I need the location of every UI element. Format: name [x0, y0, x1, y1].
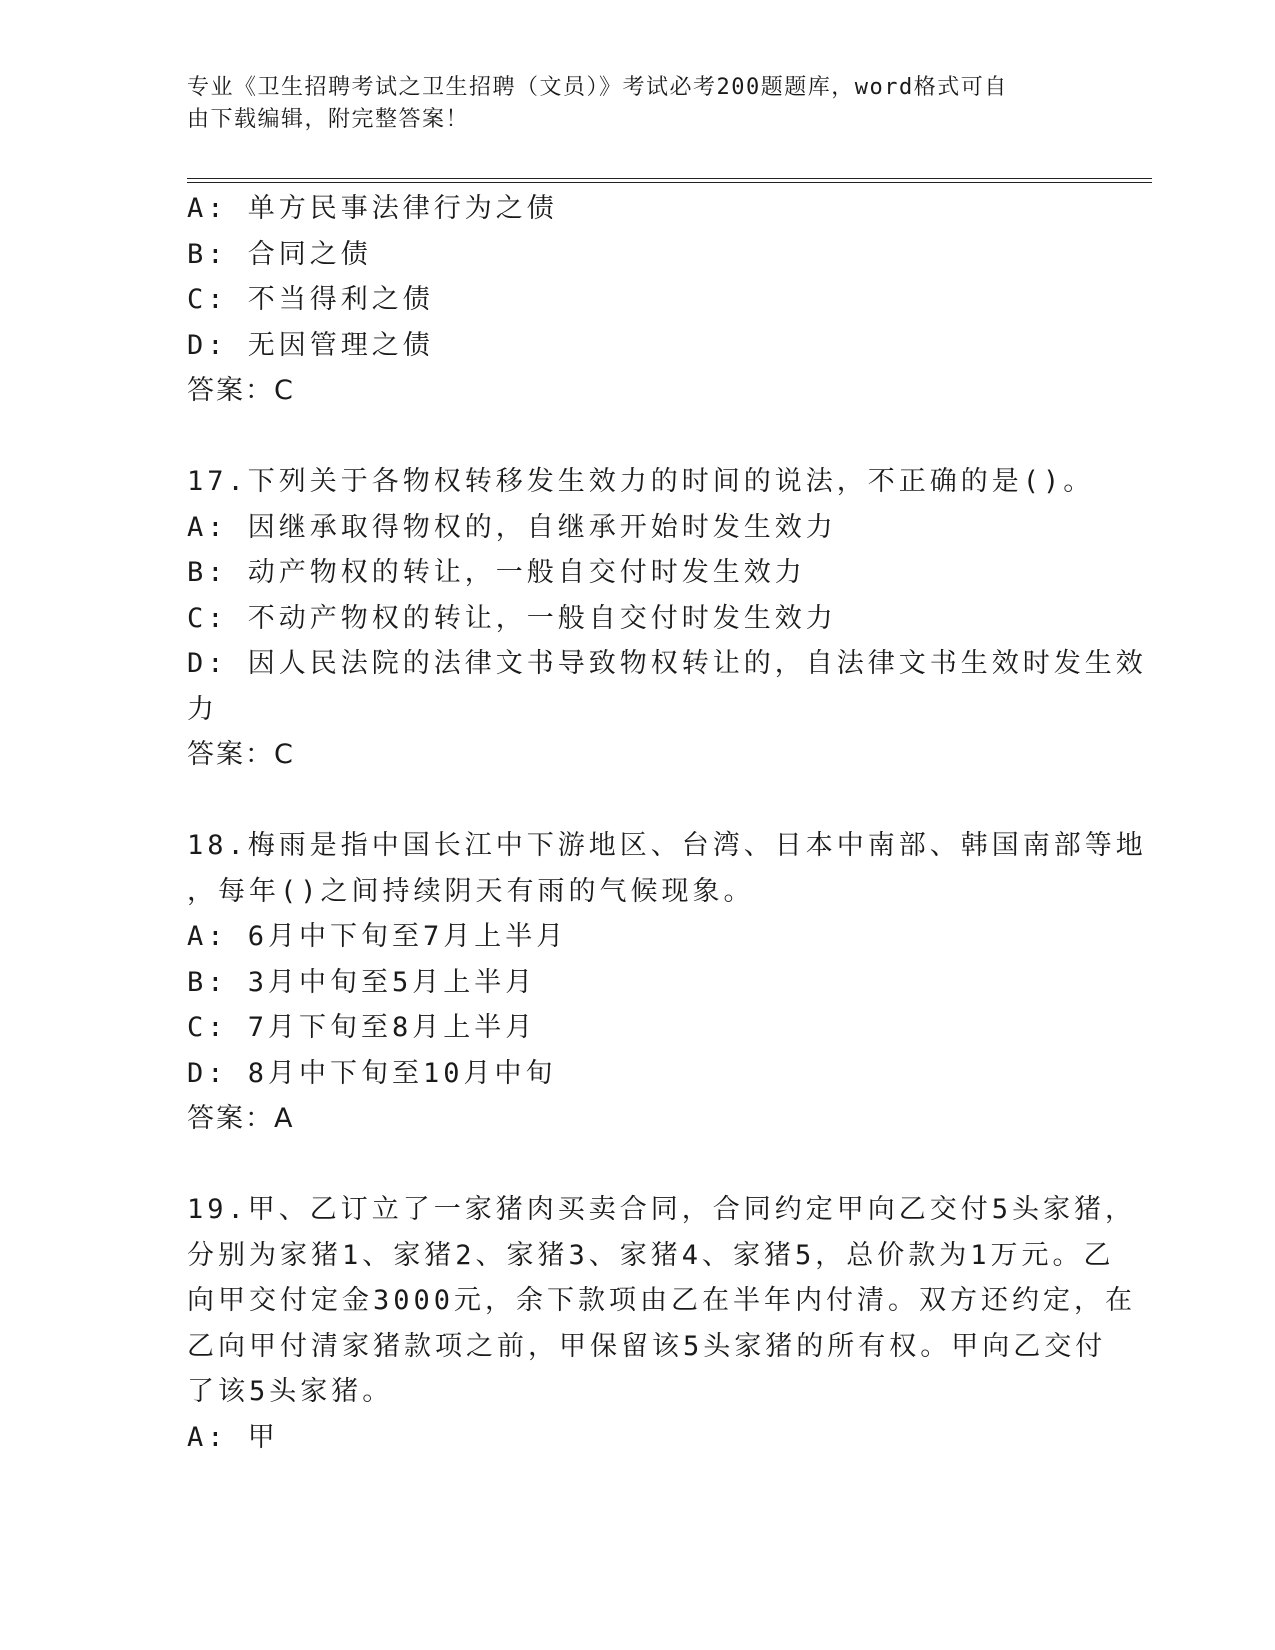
option-a: A: 甲: [187, 1421, 279, 1453]
header-line-1: 专业《卫生招聘考试之卫生招聘（文员）》考试必考200题题库，word格式可自: [187, 75, 1008, 100]
question-stem-continued: ，每年()之间持续阴天有雨的气候现象。: [187, 875, 755, 907]
question-18: [187, 823, 1147, 1142]
option-d: D: 无因管理之债: [187, 329, 434, 361]
option-b: B: 动产物权的转让，一般自交付时发生效力: [187, 557, 806, 588]
option-a: A: 单方民事法律行为之债: [187, 193, 558, 224]
option-c: C: 不当得利之债: [187, 284, 434, 315]
option-d-continued: 力: [187, 693, 218, 725]
question-17: [187, 459, 1147, 778]
spacer: [187, 414, 1087, 460]
option-c: C: 7月下旬至8月上半月: [187, 1012, 537, 1043]
header-divider: [187, 178, 1152, 183]
header-line-2: 由下载编辑，附完整答案！: [187, 107, 470, 132]
spacer: [187, 778, 1087, 824]
question-stem-continued: 分别为家猪1、家猪2、家猪3、家猪4、家猪5，总价款为1万元。乙: [187, 1239, 1115, 1271]
document-header: [187, 72, 1067, 136]
option-c: C: 不动产物权的转让，一般自交付时发生效力: [187, 602, 837, 634]
question-stem-continued: 了该5头家猪。: [187, 1376, 394, 1407]
question-list: [187, 186, 1147, 1460]
answer: 答案：C: [187, 375, 295, 406]
question-16: [187, 186, 1087, 414]
question-stem: 17.下列关于各物权转移发生效力的时间的说法，不正确的是()。: [187, 466, 1095, 497]
option-d: D: 因人民法院的法律文书导致物权转让的，自法律文书生效时发生效: [187, 648, 1147, 679]
answer: 答案：C: [187, 739, 295, 770]
question-stem: 18.梅雨是指中国长江中下游地区、台湾、日本中南部、韩国南部等地: [187, 830, 1147, 861]
question-stem-continued: 乙向甲付清家猪款项之前，甲保留该5头家猪的所有权。甲向乙交付: [187, 1330, 1107, 1362]
option-d: D: 8月中下旬至10月中旬: [187, 1057, 557, 1089]
option-a: A: 因继承取得物权的，自继承开始时发生效力: [187, 511, 837, 543]
question-stem: 19.甲、乙订立了一家猪肉买卖合同，合同约定甲向乙交付5头家猪，: [187, 1194, 1137, 1225]
option-a: A: 6月中下旬至7月上半月: [187, 921, 568, 952]
answer: 答案：A: [187, 1103, 295, 1134]
question-stem-continued: 向甲交付定金3000元，余下款项由乙在半年内付清。双方还约定，在: [187, 1285, 1137, 1316]
option-b: B: 合同之债: [187, 238, 372, 270]
spacer: [187, 1142, 1087, 1188]
question-19: [187, 1187, 1137, 1460]
option-b: B: 3月中旬至5月上半月: [187, 966, 537, 998]
